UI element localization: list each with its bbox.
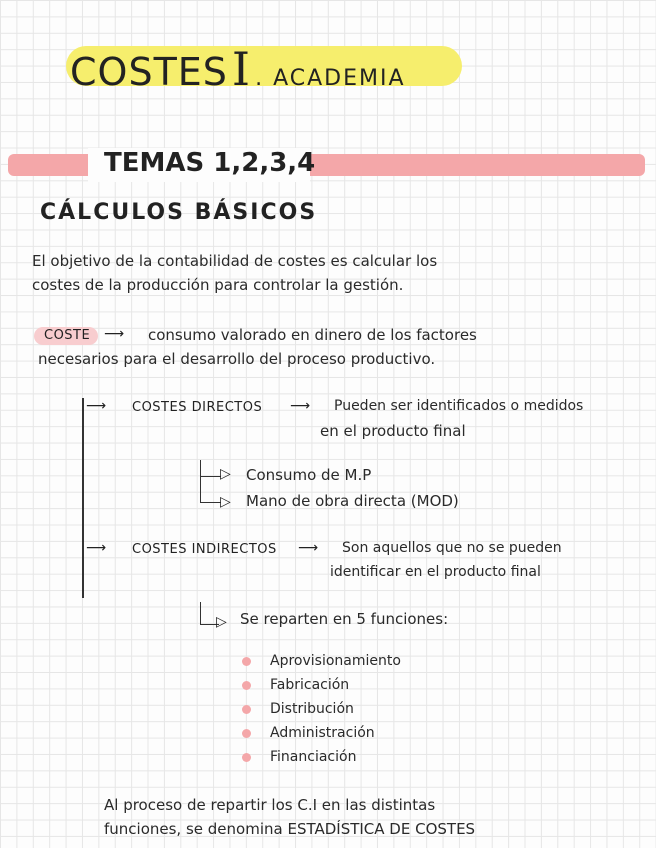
directos-label: COSTES DIRECTOS bbox=[132, 400, 263, 415]
tree-line bbox=[82, 398, 84, 598]
coste-label: COSTE bbox=[44, 328, 91, 343]
intro-line-1: El objetivo de la contabilidad de costes es calcular los bbox=[32, 252, 438, 270]
temas-heading: TEMAS 1,2,3,4 bbox=[104, 148, 316, 178]
coste-def-1: consumo valorado en dinero de los factores bbox=[148, 326, 477, 344]
bullet-icon bbox=[242, 657, 251, 666]
funcion-item: Administración bbox=[270, 725, 375, 741]
bullet-icon bbox=[242, 681, 251, 690]
page-title bbox=[70, 42, 406, 96]
arrow-head-icon: ▷ bbox=[220, 466, 231, 482]
indirectos-label: COSTES INDIRECTOS bbox=[132, 542, 277, 557]
bullet-icon bbox=[242, 729, 251, 738]
branch-arrow-icon: ⟶ bbox=[86, 398, 107, 414]
elbow-connector bbox=[200, 476, 221, 503]
directos-sub-2: Mano de obra directa (MOD) bbox=[246, 492, 459, 510]
elbow-connector bbox=[200, 460, 221, 477]
calculos-heading: CÁLCULOS BÁSICOS bbox=[40, 200, 318, 225]
conclusion-line-2: funciones, se denomina ESTADÍSTICA DE COSTES bbox=[104, 820, 476, 838]
intro-line-2: costes de la producción para controlar la gestión. bbox=[32, 276, 404, 294]
directos-desc-1: Pueden ser identificados o medidos bbox=[334, 398, 584, 414]
bullet-icon bbox=[242, 705, 251, 714]
arrow-head-icon: ▷ bbox=[220, 494, 231, 510]
indirectos-reparten: Se reparten en 5 funciones: bbox=[240, 610, 449, 628]
title-sub: . ACADEMIA bbox=[255, 66, 406, 91]
conclusion-line-1: Al proceso de repartir los C.I en las distintas bbox=[104, 796, 436, 814]
arrow-head-icon: ▷ bbox=[216, 614, 227, 630]
branch-arrow-icon: ⟶ bbox=[86, 540, 107, 556]
directos-desc-2: en el producto final bbox=[320, 422, 466, 440]
arrow-icon: ⟶ bbox=[290, 398, 311, 414]
funcion-item: Distribución bbox=[270, 701, 354, 717]
coste-def-2: necesarios para el desarrollo del proceso productivo. bbox=[38, 350, 436, 368]
title-roman: I bbox=[231, 42, 252, 96]
funcion-item: Fabricación bbox=[270, 677, 350, 693]
directos-sub-1: Consumo de M.P bbox=[246, 466, 372, 484]
indirectos-desc-2: identificar en el producto final bbox=[330, 564, 541, 580]
indirectos-desc-1: Son aquellos que no se pueden bbox=[342, 540, 562, 556]
arrow-icon: ⟶ bbox=[104, 326, 125, 342]
title-main: COSTES bbox=[70, 50, 228, 94]
funcion-item: Aprovisionamiento bbox=[270, 653, 401, 669]
bullet-icon bbox=[242, 753, 251, 762]
arrow-icon: ⟶ bbox=[298, 540, 319, 556]
funcion-item: Financiación bbox=[270, 749, 357, 765]
